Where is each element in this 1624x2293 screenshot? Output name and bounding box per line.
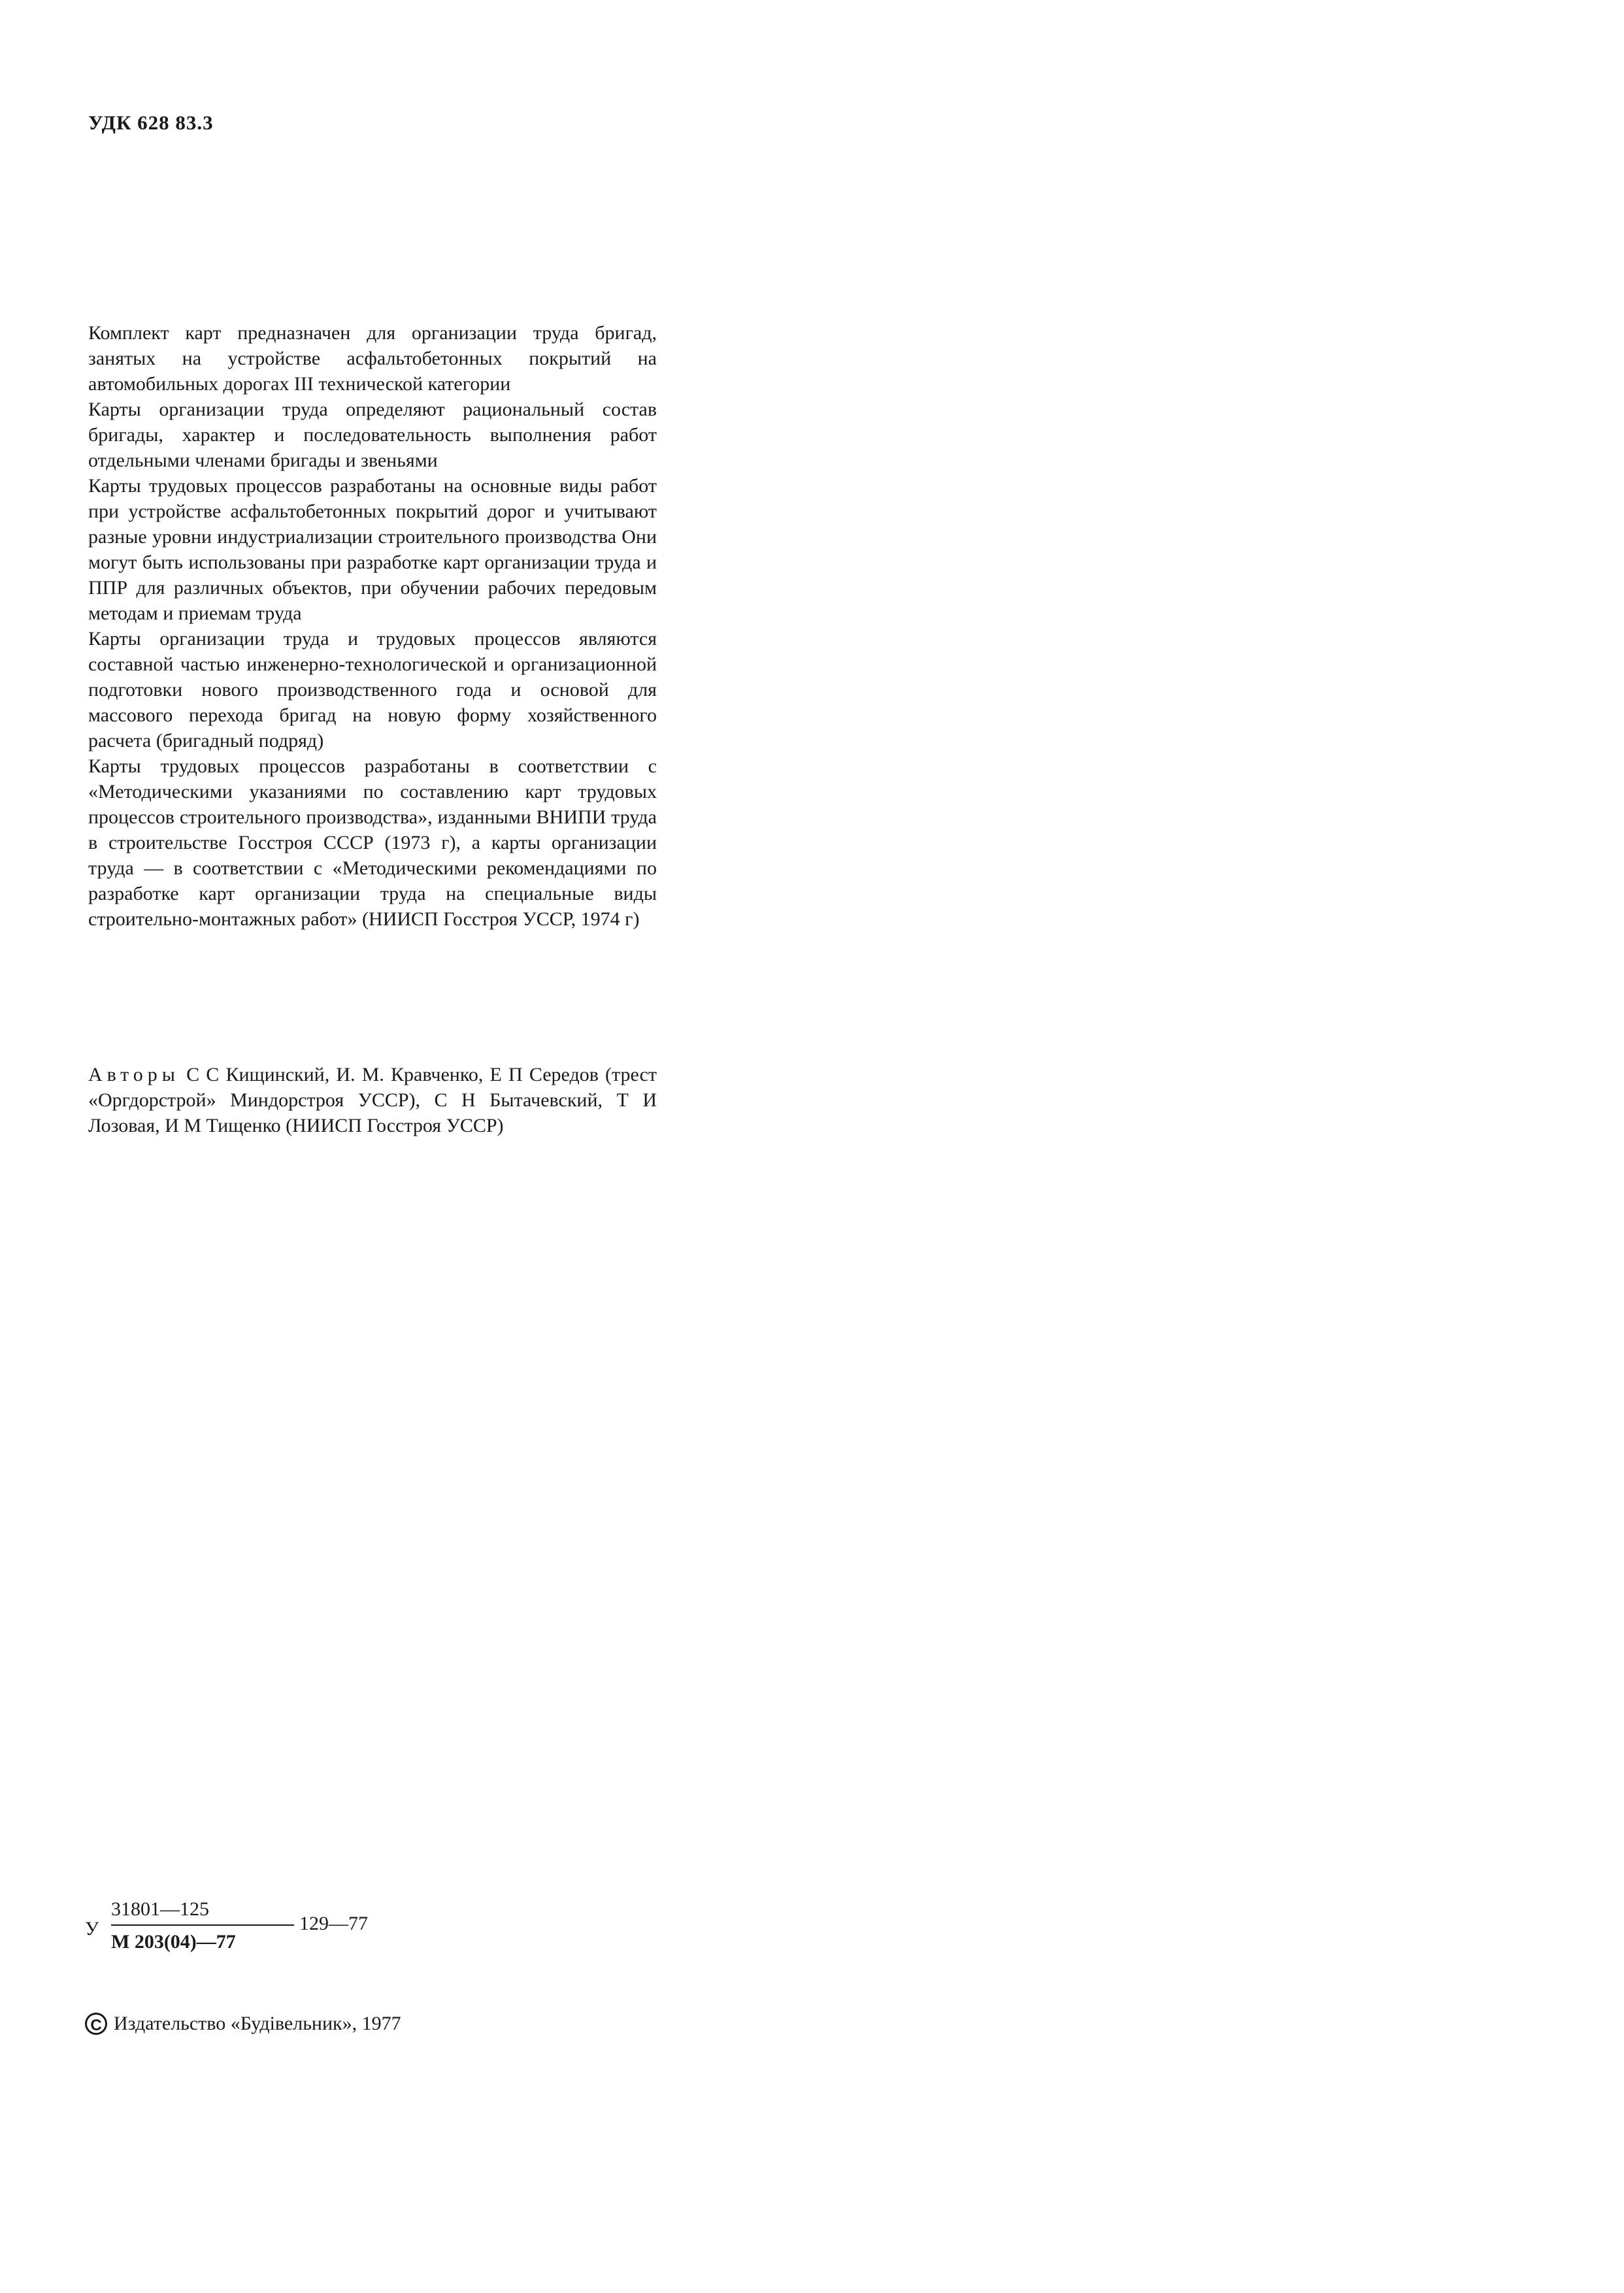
abstract-paragraph: Карты организации труда определяют рациональный состав бригады, характер и последовательность выполнения работ отдельными членами бригады и звеньями [88,399,657,471]
copyright-line [85,2013,401,2035]
index-letter: У [85,1918,99,1939]
abstract-paragraph: Карты трудовых процессов разработаны в соответствии с «Методическими указаниями по составлению карт трудовых процессов строительного производства», изданными ВНИПИ труда в строительстве Госстроя СССР (1973 г), а карты организации труда — в соответствии с «Методическими рекомендациями по разработке карт организации труда на специальные виды строительно-монтажных работ» (НИИСП Госстроя УССР, 1974 г) [88,755,657,930]
authors-label: Авторы [88,1064,180,1085]
copyright-text: Издательство «Будівельник», 1977 [114,2013,401,2034]
abstract-paragraph: Карты трудовых процессов разработаны на основные виды работ при устройстве асфальтобетонных покрытий дорог и учитывают разные уровни индустриализации строительного производства Они могут быть использованы при разработке карт организации труда и ППР для различных объектов, при обучении рабочих передовым методам и приемам труда [88,475,657,624]
index-suffix: 129—77 [299,1913,368,1934]
fraction-divider [111,1924,294,1926]
abstract-paragraph: Карты организации труда и трудовых процессов являются составной частью инженерно-технологической и организационной подготовки нового производственного года и основой для массового перехода бригад на новую форму хозяйственного расчета (бригадный подряд) [88,628,657,751]
udc-code: УДК 628 83.3 [88,111,214,134]
authors-list: С С Кищинский, И. М. Кравченко, Е П Середов (трест «Оргдорстрой» Миндорстроя УССР), С Н Бытачевский, Т И Лозовая, И М Тищенко (НИИСП Госстроя УССР) [88,1064,657,1136]
abstract [88,320,657,932]
authors [88,1062,657,1138]
abstract-paragraph: Комплект карт предназначен для организации труда бригад, занятых на устройстве асфальтобетонных покрытий на автомобильных дорогах III технической категории [88,322,657,395]
copyright-icon: C [85,2013,107,2035]
index-denominator: М 203(04)—77 [111,1931,236,1953]
publication-index [85,1898,425,1970]
index-numerator: 31801—125 [111,1898,209,1920]
